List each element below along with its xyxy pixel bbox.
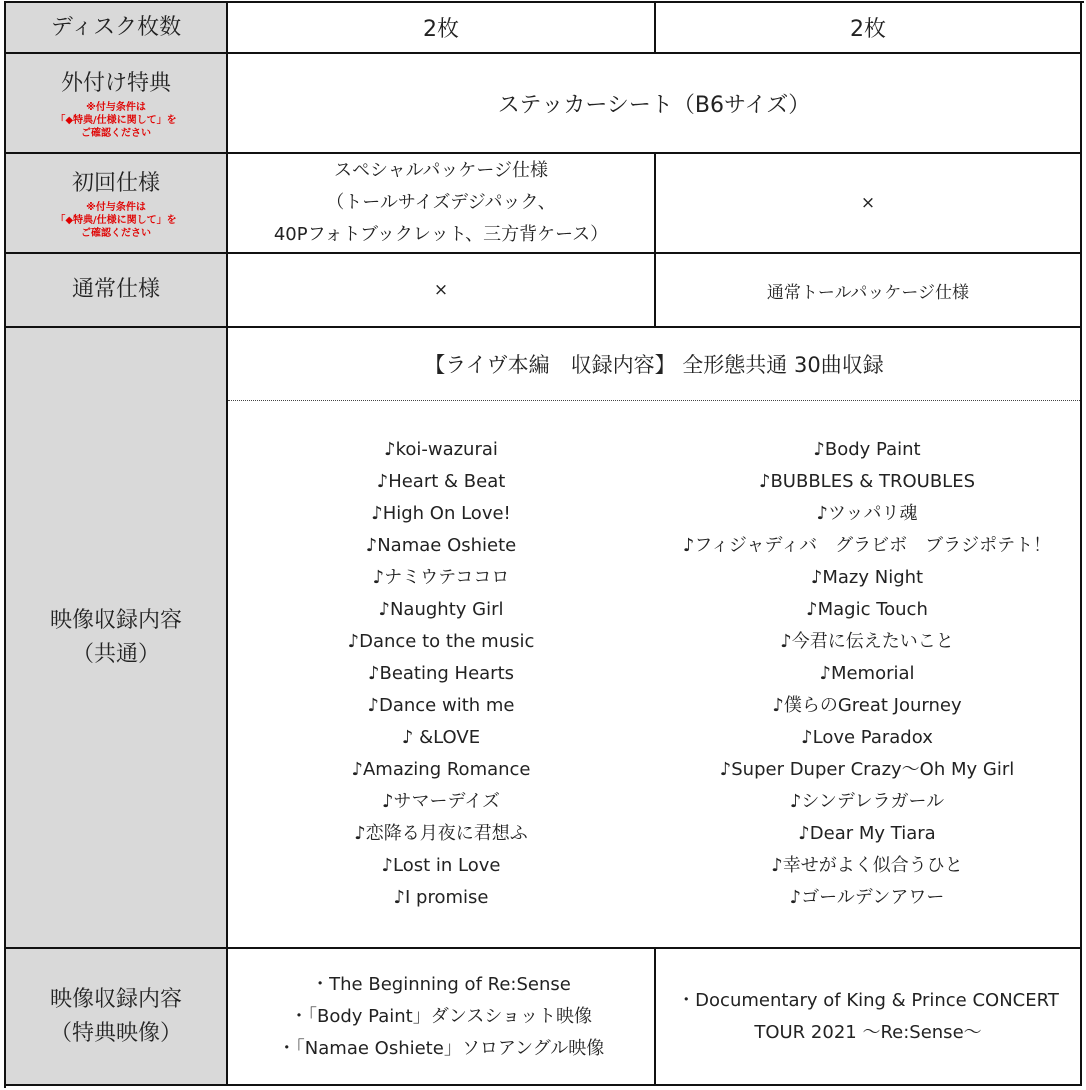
track-item: ♪サマーデイズ [381, 791, 501, 812]
track-item: ♪Beating Hearts [367, 663, 515, 684]
disc-count-col2: 2枚 [656, 3, 1082, 54]
spec-table [4, 1, 1084, 1088]
track-item: ♪恋降る月夜に君想ふ [354, 823, 528, 844]
track-item: ♪幸せがよく似合うひと [771, 855, 963, 876]
bonus-video-item: ・The Beginning of Re:Sense [311, 973, 571, 995]
track-item: ♪Super Duper Crazy～Oh My Girl [719, 759, 1015, 780]
bonus-video-label: 映像収録内容 （特典映像） [6, 949, 228, 1086]
condition-note: ※付与条件は [86, 201, 146, 213]
track-item: ♪ツッパリ魂 [816, 503, 918, 524]
track-item: ♪Dance with me [367, 695, 515, 716]
condition-note: ご確認ください [81, 227, 151, 239]
track-item: ♪Mazy Night [810, 567, 924, 588]
track-item: ♪Body Paint [813, 439, 921, 460]
first-spec-col2: × [656, 154, 1082, 254]
tracks-header: 【ライヴ本編 収録内容】 全形態共通 30曲収録 [228, 328, 1080, 401]
track-item: ♪I promise [393, 887, 489, 908]
first-spec-col1: スペシャルパッケージ仕様 （トールサイズデジパック、 40Pフォトブックレット、三方背ケース） [228, 154, 656, 254]
track-item: ♪Dance to the music [347, 631, 535, 652]
external-bonus-label: 外付け特典 ※付与条件は 「◆特典/仕様に関して」を ご確認ください [6, 54, 228, 154]
bonus-video-col2 [656, 949, 1082, 1086]
track-item: ♪Dear My Tiara [798, 823, 936, 844]
track-item: ♪Amazing Romance [351, 759, 531, 780]
normal-spec-col1: × [228, 254, 656, 328]
bonus-video-col1 [228, 949, 656, 1086]
track-item: ♪僕らのGreat Journey [772, 695, 962, 716]
condition-note: 「◆特典/仕様に関して」を [55, 214, 177, 226]
track-item: ♪Love Paradox [801, 727, 933, 748]
first-spec-label: 初回仕様 ※付与条件は 「◆特典/仕様に関して」を ご確認ください [6, 154, 228, 254]
bonus-video-item: TOUR 2021 ～Re:Sense～ [754, 1021, 982, 1043]
condition-note: ご確認ください [81, 127, 151, 139]
track-list-right [654, 434, 1080, 914]
condition-note: ※付与条件は [86, 101, 146, 113]
track-item: ♪ゴールデンアワー [789, 887, 945, 908]
track-item: ♪ &LOVE [401, 727, 481, 748]
normal-spec-col2: 通常トールパッケージ仕様 [656, 254, 1082, 328]
track-item: ♪Memorial [819, 663, 915, 684]
disc-count-col1: 2枚 [228, 3, 656, 54]
track-item: ♪Lost in Love [381, 855, 501, 876]
track-item: ♪フィジャディバ グラビボ ブラジポテト！ [682, 535, 1052, 556]
track-item: ♪koi-wazurai [384, 439, 498, 460]
track-item: ♪今君に伝えたいこと [780, 631, 954, 652]
track-item: ♪BUBBLES & TROUBLES [758, 471, 976, 492]
tracks-content [228, 328, 1082, 949]
bonus-video-item: ・「Namae Oshiete」ソロアングル映像 [277, 1037, 605, 1059]
track-list-left [228, 434, 654, 914]
tracks-label: 映像収録内容 （共通） [6, 328, 228, 949]
track-item: ♪Naughty Girl [378, 599, 504, 620]
track-item: ♪Namae Oshiete [365, 535, 517, 556]
track-item: ♪Magic Touch [806, 599, 928, 620]
condition-note: 「◆特典/仕様に関して」を [55, 114, 177, 126]
track-item: ♪シンデレラガール [789, 791, 945, 812]
disc-count-label: ディスク枚数 [6, 3, 228, 54]
track-item: ♪Heart & Beat [376, 471, 506, 492]
track-item: ♪ナミウテココロ [372, 567, 510, 588]
normal-spec-label: 通常仕様 [6, 254, 228, 328]
bonus-video-item: ・Documentary of King & Prince CONCERT [677, 989, 1059, 1011]
track-item: ♪High On Love! [371, 503, 511, 524]
external-bonus-value: ステッカーシート（B6サイズ） [228, 54, 1082, 154]
bonus-video-item: ・「Body Paint」ダンスショット映像 [290, 1005, 592, 1027]
